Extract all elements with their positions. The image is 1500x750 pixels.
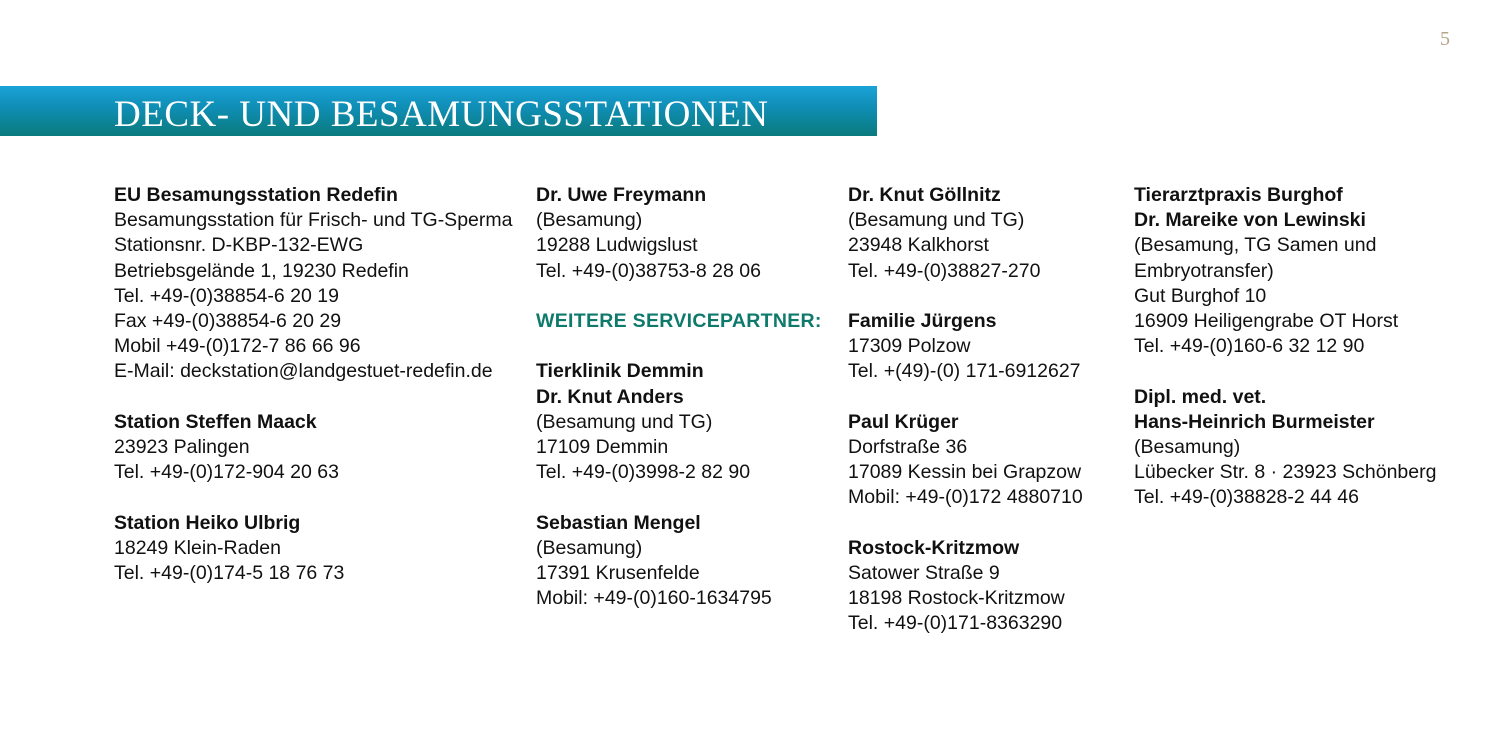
contact-detail: 17391 Krusenfelde [536, 562, 700, 584]
contact-detail: Tel. +49-(0)171-8363290 [848, 612, 1063, 635]
contact-column-4 [1134, 183, 1436, 536]
contact-detail: Tel. +49-(0)174-5 18 76 73 [114, 562, 345, 585]
contact-detail: Tel. +49-(0)38827-270 [848, 259, 1041, 282]
contact-name: Tierarztpraxis Burghof [1134, 184, 1343, 206]
contact-detail: Dorfstraße 36 [848, 436, 968, 458]
contact-detail: (Besamung) [536, 536, 643, 559]
contact-entry [848, 410, 1083, 511]
page-number: 5 [1440, 28, 1450, 50]
contact-detail: Tel. +49-(0)38854-6 20 19 [114, 284, 339, 307]
contact-detail: (Besamung und TG) [848, 209, 1025, 232]
contact-name: Dr. Mareike von Lewinski [1134, 209, 1366, 232]
contact-column-1 [114, 183, 512, 611]
contact-detail: Tel. +49-(0)160-6 32 12 90 [1134, 335, 1365, 358]
contact-entry [114, 410, 512, 486]
contact-detail: 18249 Klein-Raden [114, 536, 281, 559]
page-title: DECK- UND BESAMUNGSSTATIONEN [114, 94, 769, 135]
section-heading: WEITERE SERVICEPARTNER: [536, 310, 822, 332]
contact-detail: 19288 Ludwigslust [536, 234, 698, 257]
contact-name: Rostock-Kritzmow [848, 536, 1020, 559]
contact-name: Tierklinik Demmin [536, 360, 704, 383]
contact-detail: 18198 Rostock-Kritzmow [848, 587, 1065, 610]
title-banner [0, 86, 877, 136]
contact-detail: 17109 Demmin [536, 436, 669, 458]
contact-column-3 [848, 183, 1083, 662]
contact-detail: Stationsnr. D-KBP-132-EWG [114, 234, 364, 257]
contact-detail: Tel. +49-(0)3998-2 82 90 [536, 461, 751, 484]
contact-detail: (Besamung, TG Samen und [1134, 234, 1377, 257]
contact-entry [848, 309, 1083, 385]
contact-detail: Gut Burghof 10 [1134, 284, 1267, 307]
contact-entry [536, 183, 822, 284]
contact-detail: Embryotransfer) [1134, 259, 1274, 282]
contact-detail: 17089 Kessin bei Grapzow [848, 461, 1082, 484]
contact-detail: Satower Straße 9 [848, 562, 1000, 584]
contact-detail: Mobil: +49-(0)172 4880710 [848, 486, 1083, 509]
contact-detail: 17309 Polzow [848, 335, 971, 358]
contact-entry [114, 511, 512, 587]
contact-detail: Tel. +49-(0)172-904 20 63 [114, 461, 339, 484]
contact-detail: Fax +49-(0)38854-6 20 29 [114, 310, 342, 333]
contact-detail: (Besamung) [536, 209, 643, 232]
contact-name: Hans-Heinrich Burmeister [1134, 410, 1375, 433]
contact-name: Dr. Knut Anders [536, 385, 684, 408]
contact-name: Paul Krüger [848, 410, 959, 433]
contact-detail: E-Mail: deckstation@landgestuet-redefin.de [114, 360, 493, 383]
contact-name: Familie Jürgens [848, 310, 997, 332]
contact-entry [536, 511, 822, 612]
contact-detail: Mobil +49-(0)172-7 86 66 96 [114, 335, 361, 358]
contact-entry [848, 536, 1083, 637]
contact-column-2 [536, 183, 822, 637]
contact-detail: Betriebsgelände 1, 19230 Redefin [114, 259, 409, 282]
contact-entry [1134, 385, 1436, 511]
contact-detail: Tel. +49-(0)38828-2 44 46 [1134, 486, 1359, 509]
contact-name: Dipl. med. vet. [1134, 385, 1267, 408]
contact-entry [536, 359, 822, 485]
contact-name: Station Steffen Maack [114, 410, 317, 433]
contact-entry [1134, 183, 1436, 359]
contact-detail: 16909 Heiligengrabe OT Horst [1134, 310, 1399, 333]
contact-name: EU Besamungsstation Redefin [114, 184, 398, 206]
contact-detail: 23948 Kalkhorst [848, 234, 989, 257]
contact-detail: (Besamung und TG) [536, 410, 713, 433]
contact-entry [114, 183, 512, 385]
contact-detail: Besamungsstation für Frisch- und TG-Sperma [114, 209, 513, 232]
contact-detail: (Besamung) [1134, 436, 1241, 459]
contact-detail: Mobil: +49-(0)160-1634795 [536, 587, 772, 610]
contact-entry [848, 183, 1083, 284]
contact-detail: Lübecker Str. 8 · 23923 Schönberg [1134, 461, 1437, 484]
contact-name: Dr. Uwe Freymann [536, 184, 707, 206]
contact-name: Dr. Knut Göllnitz [848, 184, 1001, 206]
contact-name: Sebastian Mengel [536, 511, 701, 534]
contact-name: Station Heiko Ulbrig [114, 511, 301, 534]
contact-detail: Tel. +49-(0)38753-8 28 06 [536, 259, 761, 282]
contact-detail: 23923 Palingen [114, 436, 250, 459]
contact-detail: Tel. +(49)-(0) 171-6912627 [848, 360, 1081, 383]
